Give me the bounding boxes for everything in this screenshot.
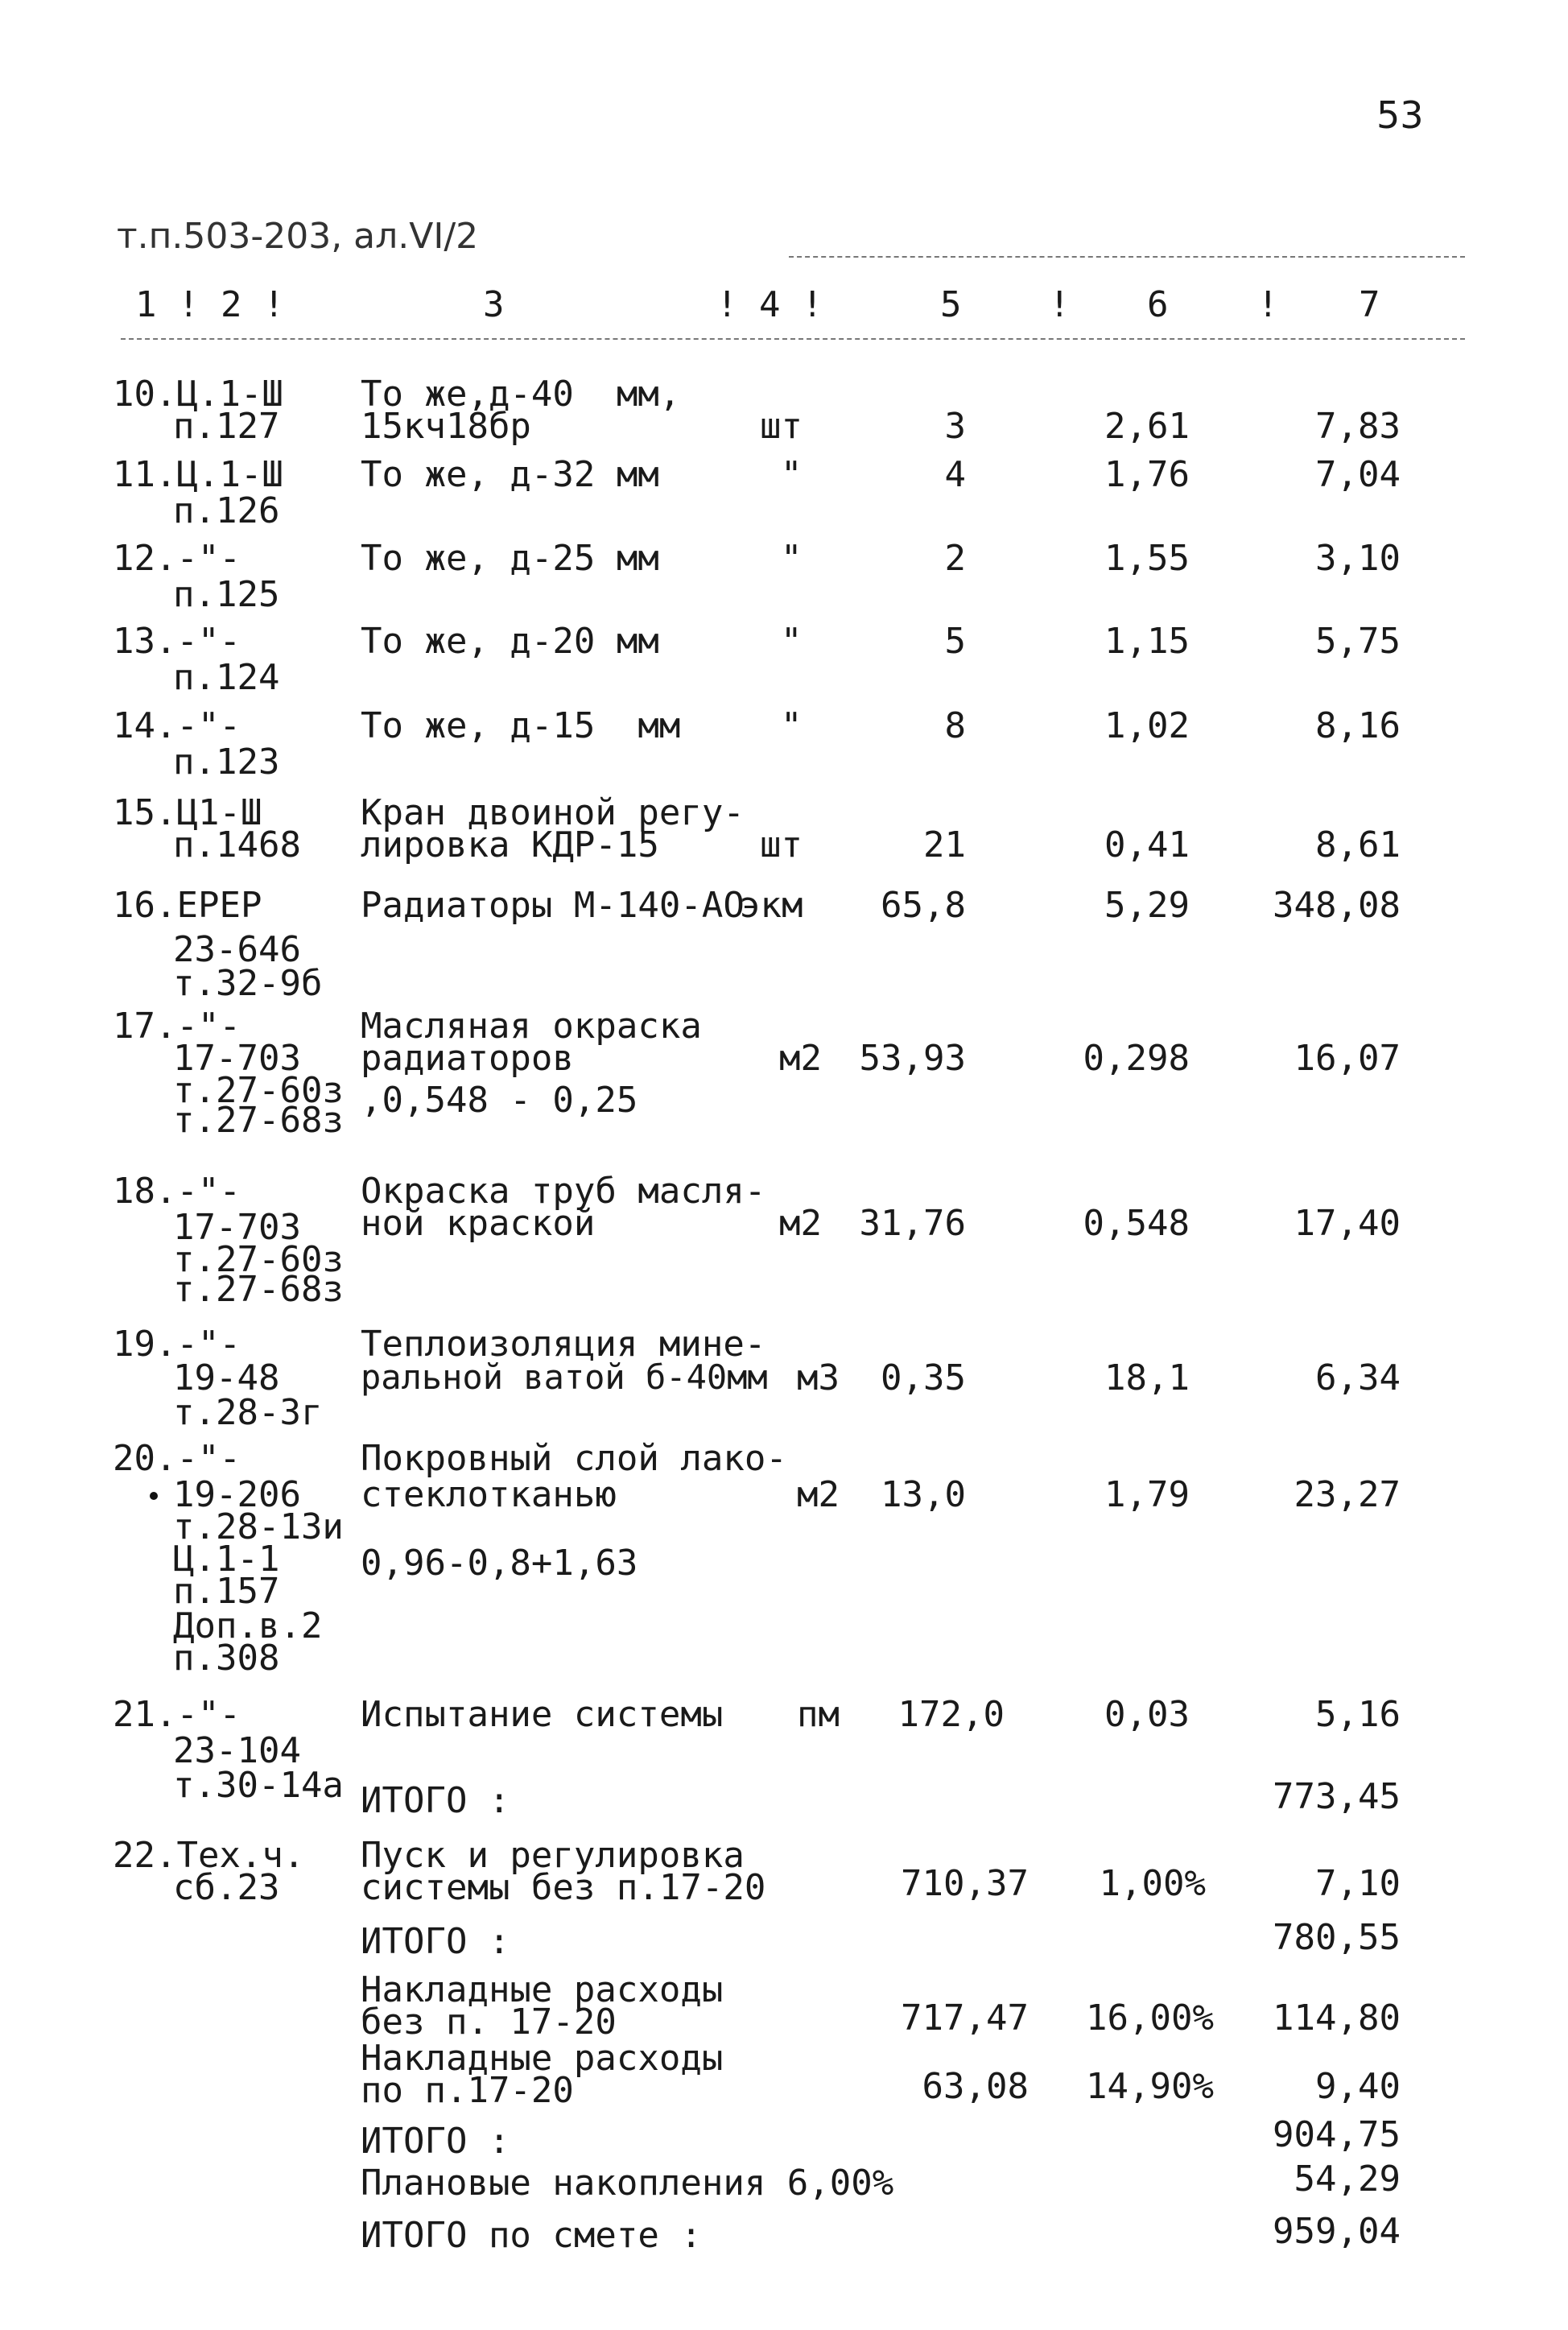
- row-price: 0,41: [1104, 824, 1190, 865]
- row-unit: шт: [760, 824, 803, 865]
- row-qty: 13,0: [881, 1474, 966, 1515]
- row-qty: 172,0: [897, 1694, 1005, 1735]
- subtotal-value: 773,45: [1273, 1776, 1401, 1817]
- row-desc: ,0,548 - 0,25: [361, 1080, 638, 1121]
- row-code: 13.-"-: [113, 621, 241, 662]
- row-desc: То же, д-25 мм: [361, 538, 659, 579]
- row-ref: т.27-68з: [173, 1269, 344, 1310]
- row-desc: лировка КДР-15: [361, 824, 659, 865]
- row-ref: п.157: [173, 1571, 280, 1612]
- row-desc: Покровный слой лако-: [361, 1438, 787, 1479]
- row-code: 21.-"-: [113, 1694, 241, 1735]
- row-total: 17,40: [1294, 1203, 1401, 1244]
- row-ref: 23-104: [173, 1730, 301, 1771]
- row-total: 23,27: [1294, 1474, 1401, 1515]
- row-total: 8,16: [1315, 705, 1401, 746]
- row-total: 5,75: [1315, 621, 1401, 662]
- row-desc: Пуск и регулировка: [361, 1835, 745, 1876]
- row-price: 5,29: [1104, 885, 1190, 926]
- row-total: 7,83: [1315, 406, 1401, 447]
- row-unit: экм: [739, 885, 803, 926]
- header-col-6: 6: [1147, 284, 1169, 325]
- row-code: 15.Ц1-Ш: [113, 792, 262, 833]
- row-unit: м2: [779, 1038, 822, 1079]
- row-total: 3,10: [1315, 538, 1401, 579]
- subtotal-value: 780,55: [1273, 1917, 1401, 1958]
- row-unit: м2: [779, 1203, 822, 1244]
- row-price: 1,00%: [1099, 1863, 1206, 1904]
- row-ref: т.28-13и: [173, 1506, 344, 1547]
- row-desc: ральной ватой б-40мм: [361, 1357, 768, 1397]
- row-qty: 65,8: [881, 885, 966, 926]
- row-qty: 8: [944, 705, 966, 746]
- doc-reference: т.п.503-203, ал.VI/2: [117, 216, 479, 257]
- row-desc: Масляная окраска: [361, 1006, 702, 1047]
- row-qty: 4: [944, 454, 966, 495]
- row-code: 18.-"-: [113, 1171, 241, 1212]
- row-qty: 53,93: [859, 1038, 966, 1079]
- row-code: 16.ЕРЕР: [113, 885, 262, 926]
- row-desc: То же,д-40 мм,: [361, 374, 681, 415]
- row-qty: 21: [923, 824, 966, 865]
- row-qty: 2: [944, 538, 966, 579]
- row-ref: п.123: [173, 742, 280, 783]
- row-ref: 17-703: [173, 1207, 301, 1248]
- row-qty: 0,35: [881, 1357, 966, 1398]
- row-price: 1,15: [1104, 621, 1190, 662]
- row-price: 1,76: [1104, 454, 1190, 495]
- page-number: 53: [1376, 93, 1424, 137]
- row-desc: Радиаторы М-140-АО: [361, 885, 745, 926]
- row-total: 9,40: [1315, 2066, 1401, 2107]
- row-total: 6,34: [1315, 1357, 1401, 1398]
- subtotal-label: ИТОГО :: [361, 2121, 510, 2162]
- row-qty: 63,08: [922, 2066, 1029, 2107]
- row-ref: 23-646: [173, 929, 301, 970]
- grand-total-value: 959,04: [1273, 2211, 1401, 2252]
- row-price: 0,298: [1083, 1038, 1190, 1079]
- row-ref: 19-48: [173, 1357, 280, 1398]
- grand-total-label: ИТОГО по смете :: [361, 2215, 702, 2256]
- row-total: 7,04: [1315, 454, 1401, 495]
- row-total: 5,16: [1315, 1694, 1401, 1735]
- row-code: 17.-"-: [113, 1006, 241, 1047]
- row-qty: 717,47: [901, 1997, 1029, 2039]
- row-ref: т.27-68з: [173, 1100, 344, 1141]
- row-desc: Испытание системы: [361, 1694, 724, 1735]
- row-desc: Окраска труб масля-: [361, 1171, 766, 1212]
- row-ref: 17-703: [173, 1038, 301, 1079]
- row-qty: 5: [944, 621, 966, 662]
- row-desc: Накладные расходы: [361, 1969, 724, 2010]
- row-code: 11.Ц.1-Ш: [113, 454, 283, 495]
- row-unit: ": [781, 621, 803, 662]
- planned-savings-label: Плановые накопления 6,00%: [361, 2163, 894, 2204]
- row-ref: т.27-60з: [173, 1070, 344, 1111]
- row-code: 10.Ц.1-Ш: [113, 374, 283, 415]
- row-ref: п.127: [173, 406, 280, 447]
- bullet-mark: [150, 1492, 158, 1500]
- row-desc: Накладные расходы: [361, 2038, 724, 2079]
- row-desc: 15кч18бр: [361, 406, 531, 447]
- row-code: 12.-"-: [113, 538, 241, 579]
- row-desc: Кран двоиной регу-: [361, 792, 745, 833]
- row-desc: радиаторов: [361, 1038, 574, 1079]
- row-ref: п.308: [173, 1638, 280, 1679]
- row-unit: шт: [760, 406, 803, 447]
- row-ref: Ц.1-1: [173, 1539, 280, 1580]
- row-desc: по п.17-20: [361, 2070, 574, 2111]
- row-ref: Доп.в.2: [173, 1605, 323, 1646]
- row-ref: п.125: [173, 574, 280, 615]
- planned-savings-value: 54,29: [1294, 2159, 1401, 2200]
- row-unit: ": [781, 538, 803, 579]
- row-total: 7,10: [1315, 1863, 1401, 1904]
- row-desc: без п. 17-20: [361, 2002, 617, 2043]
- subtotal-label: ИТОГО :: [361, 1921, 510, 1962]
- row-price: 18,1: [1104, 1357, 1190, 1398]
- row-code: 14.-"-: [113, 705, 241, 746]
- row-code: 22.Тех.ч.: [113, 1835, 305, 1876]
- row-desc: То же, д-15 мм: [361, 705, 681, 746]
- row-ref: т.32-9б: [173, 963, 323, 1004]
- row-price: 1,55: [1104, 538, 1190, 579]
- row-total: 348,08: [1273, 885, 1401, 926]
- row-desc: 0,96-0,8+1,63: [361, 1543, 638, 1584]
- row-desc: То же, д-32 мм: [361, 454, 659, 495]
- row-qty: 3: [944, 406, 966, 447]
- row-unit: ": [781, 705, 803, 746]
- row-ref: т.30-14а: [173, 1765, 344, 1806]
- row-total: 8,61: [1315, 824, 1401, 865]
- row-unit: м2: [797, 1474, 840, 1515]
- row-price: 0,03: [1104, 1694, 1190, 1735]
- row-price: 1,02: [1104, 705, 1190, 746]
- header-col-5: 5: [940, 284, 962, 325]
- row-ref: т.28-3г: [173, 1392, 323, 1433]
- row-price: 16,00%: [1086, 1997, 1214, 2039]
- row-desc: ной краской: [361, 1203, 596, 1244]
- row-qty: 31,76: [859, 1203, 966, 1244]
- row-unit: м3: [797, 1357, 840, 1398]
- subtotal-label: ИТОГО :: [361, 1780, 510, 1821]
- row-qty: 710,37: [901, 1863, 1029, 1904]
- row-code: 20.-"-: [113, 1438, 241, 1479]
- row-desc: системы без п.17-20: [361, 1867, 766, 1908]
- row-price: 1,79: [1104, 1474, 1190, 1515]
- header-bottom-rule: [121, 338, 1465, 340]
- row-code: 19.-"-: [113, 1324, 241, 1365]
- row-total: 16,07: [1294, 1038, 1401, 1079]
- header-sep: !: [1257, 284, 1279, 325]
- row-desc: стеклотканью: [361, 1474, 617, 1515]
- row-total: 114,80: [1273, 1997, 1401, 2039]
- row-ref: 19-206: [173, 1474, 301, 1515]
- header-col-3: 3: [483, 284, 505, 325]
- header-col-1-2: 1 ! 2 !: [135, 284, 285, 325]
- row-ref: п.124: [173, 657, 280, 698]
- header-sep: !: [1049, 284, 1071, 325]
- row-desc: Теплоизоляция мине-: [361, 1324, 766, 1365]
- row-desc: То же, д-20 мм: [361, 621, 659, 662]
- row-ref: сб.23: [173, 1867, 280, 1908]
- header-col-4: ! 4 !: [716, 284, 823, 325]
- row-ref: п.126: [173, 490, 280, 531]
- row-ref: т.27-60з: [173, 1239, 344, 1280]
- row-price: 0,548: [1083, 1203, 1190, 1244]
- row-ref: п.1468: [173, 824, 301, 865]
- row-unit: ": [781, 454, 803, 495]
- row-price: 2,61: [1104, 406, 1190, 447]
- header-col-7: 7: [1359, 284, 1380, 325]
- subtotal-value: 904,75: [1273, 2114, 1401, 2155]
- row-price: 14,90%: [1086, 2066, 1214, 2107]
- row-unit: пм: [797, 1694, 840, 1735]
- header-top-rule: [789, 256, 1465, 258]
